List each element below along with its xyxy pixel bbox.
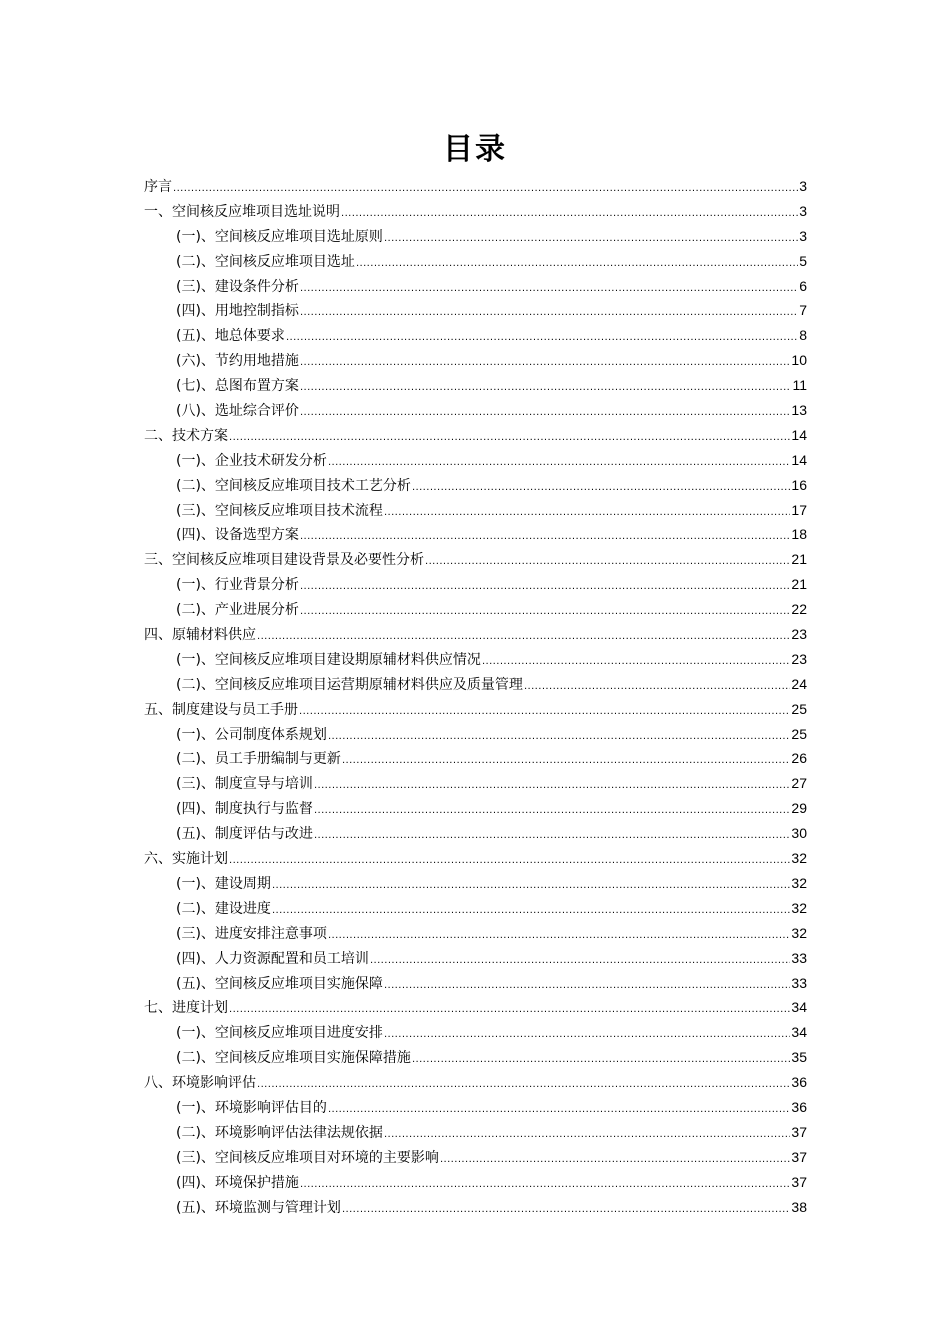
toc-entry-page-number: 24 [791,675,807,692]
toc-entry-page-number: 29 [791,800,807,817]
toc-entry-section[interactable] [144,1095,807,1120]
toc-entry-section[interactable] [144,946,807,971]
toc-entry-section[interactable] [144,373,807,398]
toc-entry-page-number: 3 [799,202,807,219]
toc-dot-leader [300,575,790,600]
toc-entry-label: (三)、空间核反应堆项目技术流程 [176,502,383,519]
toc-entry-page-number: 33 [791,949,807,966]
toc-entry-label: 二、技术方案 [144,427,228,444]
toc-dot-leader [300,525,790,550]
toc-entry-label: 四、原辅材料供应 [144,627,256,644]
toc-entry-page-number: 10 [791,352,807,369]
toc-entry-section[interactable] [144,672,807,697]
toc-entry-page-number: 3 [799,178,807,194]
toc-entry-label: 一、空间核反应堆项目选址说明 [144,203,340,220]
toc-entry-section[interactable] [144,274,807,299]
toc-entry-page-number: 22 [791,601,807,618]
toc-dot-leader [440,1148,790,1173]
toc-dot-leader [342,1198,790,1223]
toc-dot-leader [314,799,790,824]
toc-entry-page-number: 38 [791,1198,807,1215]
toc-entry-page-number: 35 [791,1049,807,1066]
toc-entry-page-number: 7 [799,302,807,319]
toc-entry-label: (一)、行业背景分析 [176,577,299,594]
toc-dot-leader [425,550,790,575]
toc-entry-page-number: 25 [791,700,807,717]
toc-dot-leader [356,252,798,277]
toc-dot-leader [272,899,790,924]
toc-entry-label: (六)、节约用地措施 [176,353,299,370]
toc-entry-chapter[interactable] [144,622,807,647]
toc-entry-page-number: 27 [791,775,807,792]
toc-entry-label: 八、环境影响评估 [144,1075,256,1092]
toc-dot-leader [384,227,798,252]
toc-entry-page-number: 8 [799,327,807,344]
toc-entry-section[interactable] [144,1170,807,1195]
toc-entry-label: (一)、空间核反应堆项目进度安排 [176,1025,383,1042]
toc-dot-leader [286,326,798,351]
toc-dot-leader [229,426,790,451]
toc-entry-label: (四)、人力资源配置和员工培训 [176,950,369,967]
toc-entry-section[interactable] [144,821,807,846]
toc-entry-label: (二)、员工手册编制与更新 [176,751,341,768]
toc-entry-label: 五、制度建设与员工手册 [144,701,298,718]
toc-entry-page-number: 37 [791,1123,807,1140]
toc-entry-section[interactable] [144,498,807,523]
toc-dot-leader [229,998,790,1023]
toc-entry-page-number: 17 [791,501,807,518]
toc-dot-leader [370,949,790,974]
toc-dot-leader [300,301,798,326]
toc-entry-label: (五)、地总体要求 [176,328,285,345]
toc-dot-leader [229,849,790,874]
toc-entry-label: (一)、环境影响评估目的 [176,1099,327,1116]
toc-entry-section[interactable] [144,1045,807,1070]
toc-dot-leader [300,401,790,426]
toc-dot-leader [384,1023,790,1048]
toc-entry-section[interactable] [144,921,807,946]
toc-dot-leader [314,824,790,849]
toc-entry-section[interactable] [144,1120,807,1145]
toc-dot-leader [328,924,790,949]
toc-entry-page-number: 30 [791,825,807,842]
toc-dot-leader [328,725,790,750]
toc-entry-section[interactable] [144,971,807,996]
toc-entry-label: 序言 [144,179,172,195]
toc-entry-section[interactable] [144,1145,807,1170]
toc-dot-leader [300,376,792,401]
toc-entry-page-number: 36 [791,1098,807,1115]
toc-entry-chapter[interactable] [144,547,807,572]
toc-entry-page-number: 5 [799,252,807,269]
toc-dot-leader [257,1073,790,1098]
toc-entry-label: (二)、产业进展分析 [176,602,299,619]
toc-dot-leader [342,749,790,774]
toc-entry-chapter[interactable] [144,423,807,448]
toc-entry-page-number: 23 [791,626,807,643]
toc-dot-leader [300,1173,790,1198]
toc-entry-section[interactable] [144,647,807,672]
toc-entry-page-number: 11 [792,377,807,394]
table-of-contents [144,174,807,1219]
toc-entry-label: (二)、空间核反应堆项目运营期原辅材料供应及质量管理 [176,676,523,693]
toc-entry-section[interactable] [144,796,807,821]
toc-dot-leader [412,476,790,501]
toc-entry-label: (五)、制度评估与改进 [176,826,313,843]
toc-entry-section[interactable] [144,398,807,423]
toc-entry-section[interactable] [144,473,807,498]
toc-dot-leader [412,1048,790,1073]
toc-dot-leader [328,1098,790,1123]
toc-entry-label: (三)、进度安排注意事项 [176,925,327,942]
toc-entry-chapter[interactable] [144,199,807,224]
toc-entry-label: (一)、建设周期 [176,875,271,892]
toc-entry-section[interactable] [144,348,807,373]
toc-entry-label: 三、空间核反应堆项目建设背景及必要性分析 [144,552,424,569]
toc-dot-leader [173,177,798,202]
toc-entry-section[interactable] [144,522,807,547]
toc-entry-page-number: 33 [791,974,807,991]
toc-entry-label: (三)、制度宣导与培训 [176,776,313,793]
toc-entry-page-number: 25 [791,725,807,742]
toc-entry-page-number: 18 [791,526,807,543]
toc-entry-label: (三)、建设条件分析 [176,278,299,295]
toc-entry-page-number: 32 [791,924,807,941]
toc-entry-label: (五)、环境监测与管理计划 [176,1199,341,1216]
toc-entry-page-number: 14 [791,426,807,443]
toc-entry-label: (二)、建设进度 [176,900,271,917]
toc-entry-chapter[interactable] [144,846,807,871]
toc-entry-section[interactable] [144,249,807,274]
toc-entry-page-number: 3 [799,227,807,244]
toc-entry-label: (一)、空间核反应堆项目选址原则 [176,228,383,245]
toc-entry-label: (四)、制度执行与监督 [176,801,313,818]
toc-entry-section[interactable] [144,224,807,249]
toc-entry-section[interactable] [144,597,807,622]
toc-dot-leader [272,874,790,899]
toc-entry-label: 七、进度计划 [144,1000,228,1017]
toc-entry-label: (三)、空间核反应堆项目对环境的主要影响 [176,1149,439,1166]
toc-entry-section[interactable] [144,771,807,796]
toc-entry-label: (四)、用地控制指标 [176,303,299,320]
toc-dot-leader [384,1123,790,1148]
toc-entry-page-number: 23 [791,650,807,667]
toc-entry-label: (五)、空间核反应堆项目实施保障 [176,975,383,992]
toc-entry-page-number: 32 [791,850,807,867]
toc-dot-leader [300,600,790,625]
toc-entry-label: (二)、空间核反应堆项目技术工艺分析 [176,477,411,494]
toc-dot-leader [300,277,798,302]
toc-entry-page-number: 32 [791,899,807,916]
toc-dot-leader [300,351,790,376]
toc-entry-label: (一)、企业技术研发分析 [176,452,327,469]
toc-entry-label: (一)、空间核反应堆项目建设期原辅材料供应情况 [176,651,481,668]
toc-dot-leader [257,625,790,650]
toc-dot-leader [341,202,798,227]
toc-entry-page-number: 34 [791,999,807,1016]
toc-entry-page-number: 14 [791,451,807,468]
toc-entry-label: (一)、公司制度体系规划 [176,726,327,743]
toc-entry-label: (二)、环境影响评估法律法规依据 [176,1124,383,1141]
toc-entry-section[interactable] [144,871,807,896]
toc-entry-page-number: 6 [799,277,807,294]
toc-entry-chapter[interactable] [144,995,807,1020]
toc-entry-section[interactable] [144,746,807,771]
toc-dot-leader [384,501,790,526]
toc-entry-page-number: 32 [791,874,807,891]
toc-dot-leader [524,675,790,700]
toc-entry-section[interactable] [144,896,807,921]
toc-entry-section[interactable] [144,298,807,323]
toc-entry-page-number: 37 [791,1173,807,1190]
toc-entry-section[interactable] [144,722,807,747]
toc-entry-section[interactable] [144,1195,807,1220]
toc-entry-label: 六、实施计划 [144,851,228,868]
toc-dot-leader [314,774,790,799]
toc-entry-page-number: 34 [791,1024,807,1041]
toc-entry-label: (二)、空间核反应堆项目选址 [176,253,355,270]
toc-entry-label: (七)、总图布置方案 [176,378,299,395]
toc-entry-section[interactable] [144,572,807,597]
toc-entry-page-number: 21 [791,576,807,593]
toc-dot-leader [328,451,790,476]
toc-entry-label: (二)、空间核反应堆项目实施保障措施 [176,1050,411,1067]
toc-dot-leader [384,974,790,999]
toc-entry-section[interactable] [144,323,807,348]
toc-entry-page-number: 37 [791,1148,807,1165]
toc-entry-page-number: 13 [791,402,807,419]
toc-entry-page-number: 21 [791,551,807,568]
toc-entry-section[interactable] [144,448,807,473]
toc-entry-section[interactable] [144,1020,807,1045]
toc-entry-page-number: 16 [791,476,807,493]
toc-entry-label: (四)、设备选型方案 [176,527,299,544]
toc-dot-leader [299,700,790,725]
toc-dot-leader [482,650,790,675]
toc-entry-chapter[interactable] [144,174,807,199]
toc-entry-label: (八)、选址综合评价 [176,403,299,420]
toc-entry-page-number: 36 [791,1074,807,1091]
toc-entry-label: (四)、环境保护措施 [176,1174,299,1191]
toc-title: 目录 [443,132,507,167]
toc-entry-page-number: 26 [791,750,807,767]
toc-entry-chapter[interactable] [144,1070,807,1095]
toc-entry-chapter[interactable] [144,697,807,722]
